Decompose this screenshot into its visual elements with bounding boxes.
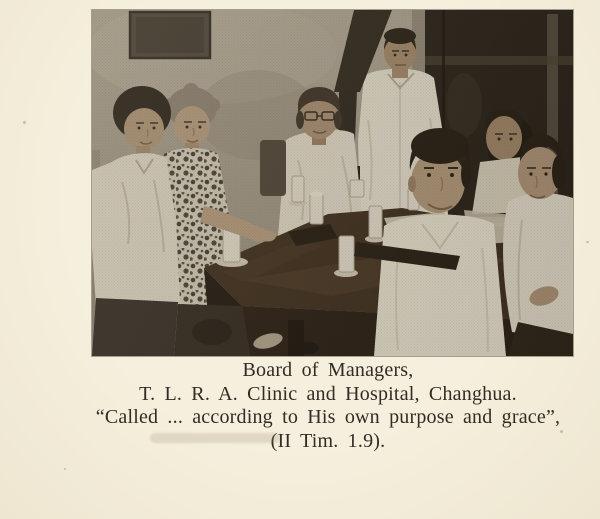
caption-line-3: “Called ... according to His own purpose and grace”, [95,406,561,428]
caption-line-1: Board of Managers, [242,359,414,381]
dark-shoe [293,342,319,354]
chair-back [260,140,286,196]
photo-board-of-managers [92,10,573,356]
paper-speck [23,121,26,124]
ink-smudge [150,433,280,443]
paper-speck [64,468,66,470]
caption-line-4: (II Tim. 1.9). [270,429,386,452]
photo-caption [56,359,600,453]
wall-window [130,12,210,58]
photo-scene [92,10,573,356]
caption-line-2: T. L. R. A. Clinic and Hospital, Changhua. [139,382,517,405]
paper-speck [586,241,589,243]
